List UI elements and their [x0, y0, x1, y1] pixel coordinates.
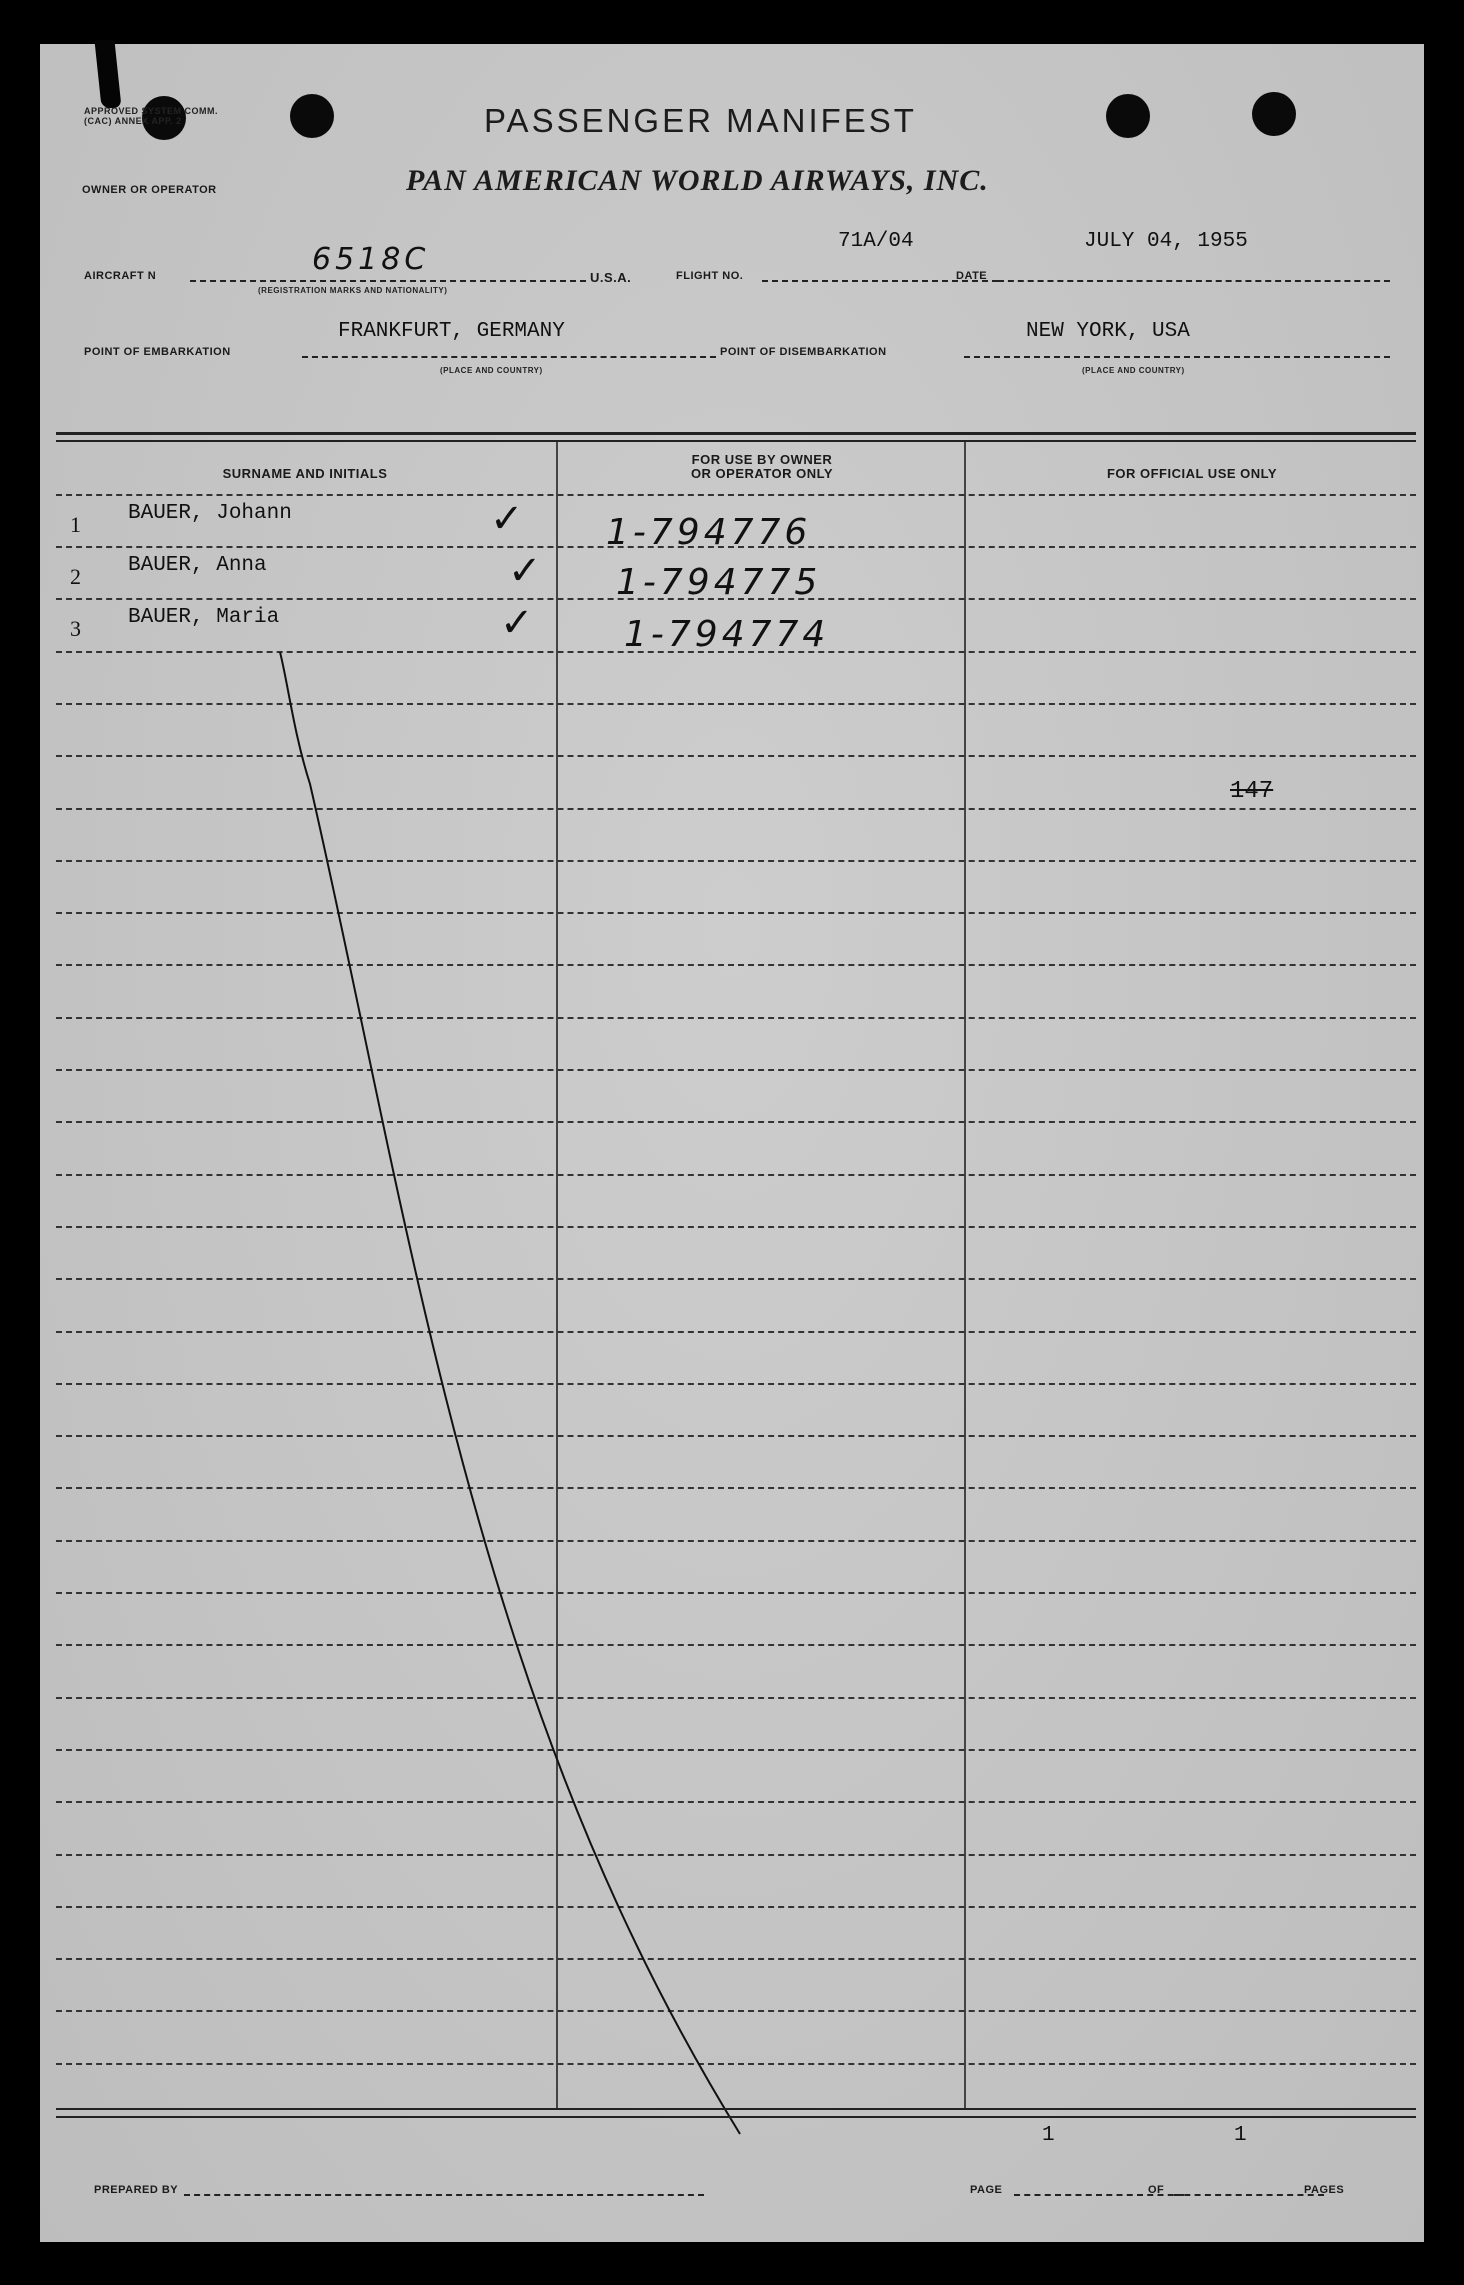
- prepared-line: [184, 2194, 704, 2196]
- pen-stroke: [40, 44, 1424, 2242]
- table-bottom-border: [56, 2116, 1416, 2118]
- header-owner-use-2: OR OPERATOR ONLY: [690, 466, 834, 481]
- check-mark: ✓: [490, 496, 524, 542]
- embark-label: POINT OF EMBARKATION: [84, 346, 231, 358]
- prepared-label: PREPARED BY: [94, 2184, 179, 2196]
- page-value: 1: [1042, 2124, 1055, 2147]
- aircraft-value: 6518C: [312, 242, 430, 277]
- header-surname: SURNAME AND INITIALS: [222, 466, 388, 481]
- official-note: 147: [1230, 778, 1274, 805]
- date-label: DATE: [956, 270, 988, 282]
- form-title: PASSENGER MANIFEST: [484, 102, 917, 139]
- date-value: JULY 04, 1955: [1084, 230, 1248, 253]
- pages-label: PAGES: [1304, 2184, 1345, 2196]
- check-mark: ✓: [500, 600, 534, 646]
- ticket-number: 1-794774: [624, 614, 830, 655]
- disembark-label: POINT OF DISEMBARKATION: [720, 346, 887, 358]
- of-label: OF: [1148, 2184, 1165, 2196]
- embark-caption: (PLACE AND COUNTRY): [440, 366, 543, 375]
- of-line: [1174, 2194, 1324, 2196]
- flight-label: FLIGHT NO.: [676, 270, 744, 282]
- approval-text: APPROVED SYSTEM COMM. (CAC) ANNEX APP. 2: [84, 106, 219, 126]
- row-number: 3: [70, 616, 81, 641]
- company-name: PAN AMERICAN WORLD AIRWAYS, INC.: [406, 164, 989, 197]
- manifest-sheet: [40, 44, 1424, 2242]
- passenger-name: BAUER, Maria: [128, 606, 280, 629]
- disembark-caption: (PLACE AND COUNTRY): [1082, 366, 1185, 375]
- ticket-number: 1-794775: [616, 562, 822, 603]
- row-number: 2: [70, 564, 81, 589]
- passenger-name: BAUER, Johann: [128, 502, 292, 525]
- owner-label: OWNER OR OPERATOR: [82, 184, 217, 196]
- usa-label: U.S.A.: [590, 270, 632, 285]
- embark-value: FRANKFURT, GERMANY: [338, 320, 565, 343]
- check-mark: ✓: [508, 548, 542, 594]
- flight-value: 71A/04: [838, 230, 914, 253]
- registration-caption: (REGISTRATION MARKS AND NATIONALITY): [258, 286, 448, 295]
- header-owner-use: FOR USE BY OWNER: [691, 452, 833, 467]
- table-bottom-border: [56, 2108, 1416, 2110]
- disembark-value: NEW YORK, USA: [1026, 320, 1190, 343]
- page-label: PAGE: [970, 2184, 1003, 2196]
- aircraft-label: AIRCRAFT N: [84, 270, 157, 282]
- row-number: 1: [70, 512, 81, 537]
- of-value: 1: [1234, 2124, 1247, 2147]
- ticket-number: 1-794776: [606, 512, 812, 553]
- passenger-name: BAUER, Anna: [128, 554, 267, 577]
- header-official-use: FOR OFFICIAL USE ONLY: [1106, 466, 1278, 481]
